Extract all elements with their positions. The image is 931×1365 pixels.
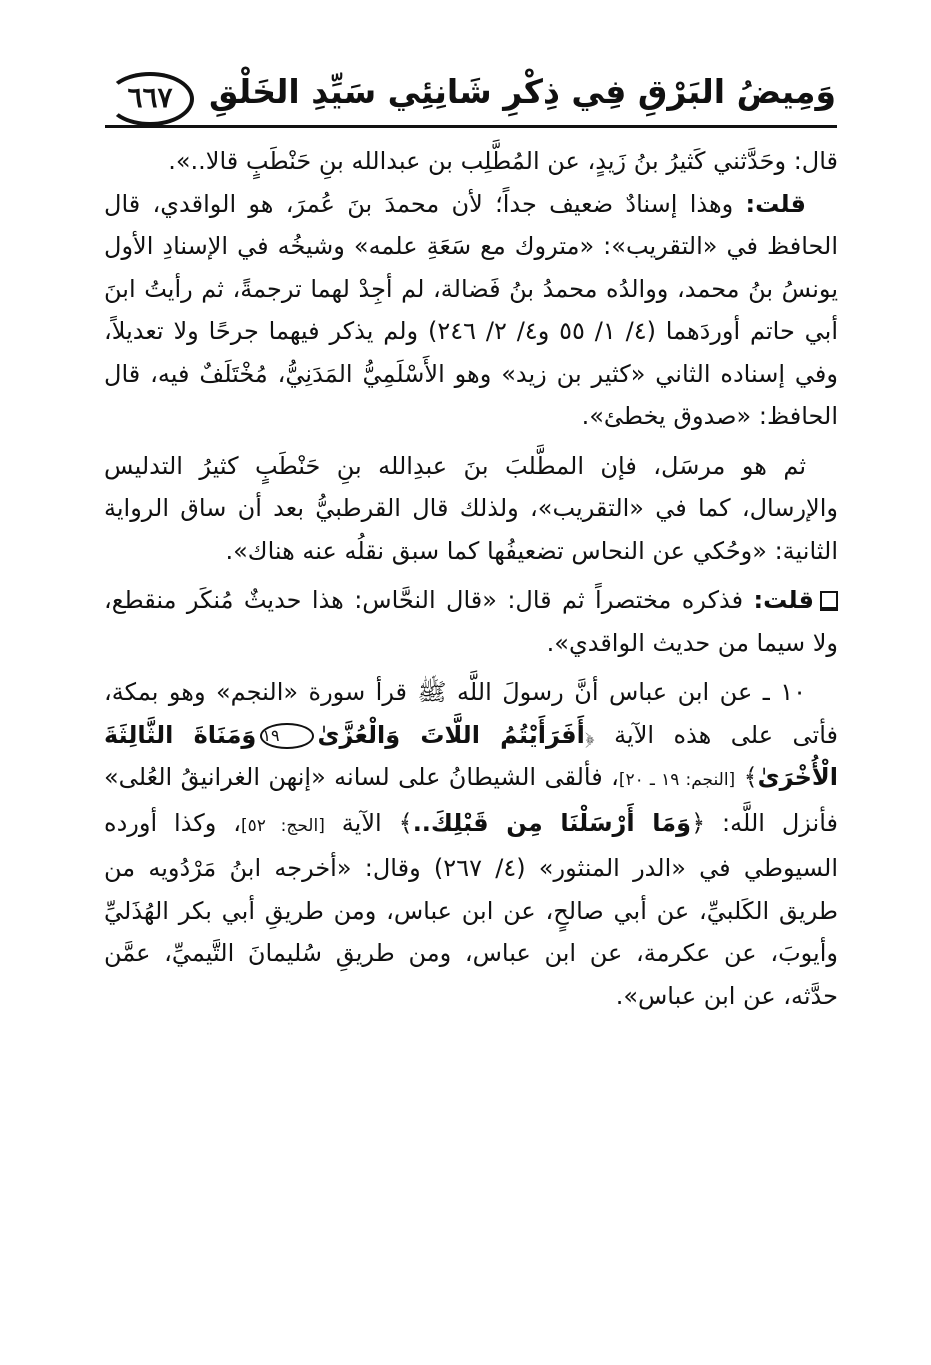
paragraph-2-text: وهذا إسنادٌ ضعيف جداً؛ لأن محمدَ بنَ عُمرَ، هو الواقدي، قال الحافظ في «التقريب»: «متروك مع سَعَةِ علمه» وشيخُه في الإسنادِ الأول يونسُ بنُ محمد، ووالدُه محمدُ بنُ فَضالة، لم أجِدْ لهما ترجمةً، ثم رأيتُ ابنَ أبي حاتم أوردَهما (٤/ ١/ ٥٥ و٤/ ٢/ ٢٤٦) ولم يذكر فيهما جرحًا ولا تعديلاً، وفي إسناده الثاني «كثير بن زيد» وهو الأَسْلَمِيُّ المَدَنِيُّ، مُخْتَلَفٌ فيه، قال الحافظ: «صدوق يخطئ». [104, 189, 839, 430]
paragraph-3: ثم هو مرسَل، فإن المطَّلبَ بنَ عبدِالله بنِ حَنْطَبٍ كثيرُ التدليس والإرسال، كما في «التقريب»، ولذلك قال القرطبيُّ بعد أن ساق الرواية الثانية: «وحُكي عن النحاس تضعيفُها كما سبق نقلُه عنه هناك». [104, 451, 838, 565]
quran-verse-1: أَفَرَأَيْتُمُ اللَّاتَ وَالْعُزَّىٰ [317, 720, 585, 749]
verse-reference-1: [النجم: ١٩ ـ ٢٠] [618, 770, 736, 790]
header-divider [105, 125, 837, 128]
quran-verse-2: وَمَنَاةَ الثَّالِثَةَ الْأُخْرَىٰ [104, 720, 838, 791]
verse-number-marker: ١٩ [260, 723, 313, 749]
hadith-continuation: ، فألقى الشيطانُ على لسانه «إنهن الغرانيقُ العُلى» فأنزل اللَّه: ﴿ [104, 763, 839, 837]
paragraph-4-text: فذكره مختصراً ثم قال: «قال النحَّاس: هذا حديثٌ مُنكَر منقطع، ولا سيما من حديث الواقدي». [104, 586, 838, 657]
quran-verse-3: وَمَا أَرْسَلْنَا مِن قَبْلِكَ.. [412, 808, 692, 837]
page-body [104, 140, 838, 1017]
book-icon [820, 591, 838, 611]
page-header [100, 52, 842, 132]
page-number: ٦٦٧ [106, 72, 194, 126]
verse-close: ﴾ [735, 763, 758, 791]
paragraph-2-lead: قلت: [745, 189, 806, 218]
verse-close-2: ﴾ الآية [324, 808, 413, 837]
paragraph-4-lead: قلت: [753, 586, 814, 614]
paragraph-1: قال: وحَدَّثني كَثيرُ بنُ زَيدٍ، عن المُطَّلِب بن عبدالله بنِ حَنْطَبٍ قالا..». [168, 147, 838, 175]
hadith-intro: ١٠ ـ عن ابن عباس أنَّ رسولَ اللَّه ﷺ قرأ سورة «النجم» وهو بمكة، فأتى على هذه الآية ﴿ [104, 678, 838, 749]
paragraph-4 [104, 579, 838, 664]
hadith-source-text: ، وكذا أورده السيوطي في «الدر المنثور» (٤/ ٢٦٧) وقال: «أخرجه ابنُ مَرْدُويه من طريق الكَلبيِّ، عن أبي صالحٍ، عن ابن عباس، ومن طريقِ أبي بكر الهُذَليِّ وأيوبَ، عن عكرمة، عن ابن عباس، ومن طريقِ سُليمانَ التَّيميِّ، عمَّن حدَّثه، عن ابن عباس». [104, 808, 839, 1010]
paragraph-5 [104, 671, 838, 1017]
paragraph-2 [104, 183, 838, 438]
book-title: وَمِيضُ البَرْقِ فِي ذِكْرِ شَانِئِي سَيِّدِ الخَلْقِ [209, 72, 836, 111]
verse-reference-2: [الحج: ٥٢] [241, 815, 325, 836]
